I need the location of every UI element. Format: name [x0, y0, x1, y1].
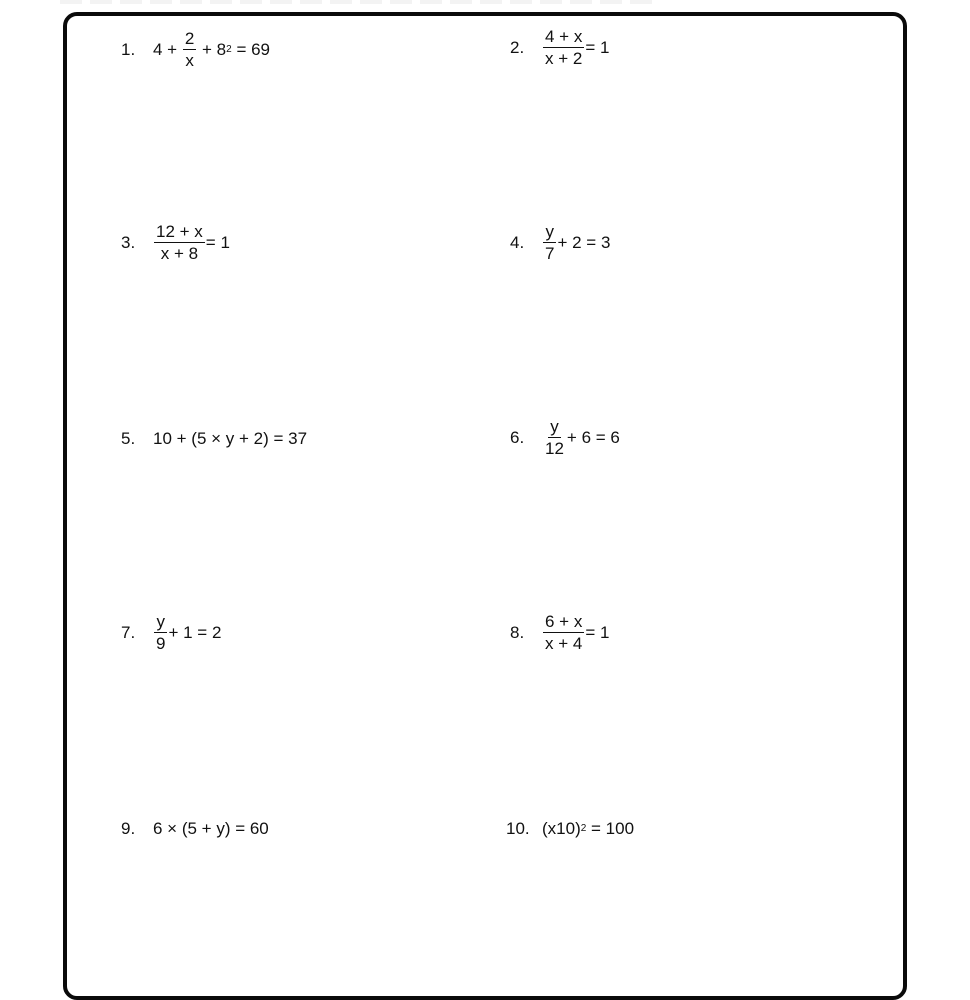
equation: 4 + $\frac{2}{x}$ + 8 2 = 69: [153, 29, 271, 70]
equation: [542, 418, 620, 457]
problem-number: 7.: [121, 623, 136, 642]
problem-8: [510, 613, 609, 652]
problem-1: [121, 30, 270, 69]
equation: [153, 613, 221, 652]
numerator: y: [156, 612, 165, 631]
problem-5: [121, 430, 307, 447]
denominator: 12: [545, 439, 564, 458]
equation-text: 6 × (5 + y) = 60: [153, 819, 269, 838]
problem-3: [121, 223, 230, 262]
equation-text: + 1 = 2: [168, 623, 222, 642]
problem-number: 3.: [121, 233, 136, 252]
equation: [153, 430, 307, 447]
problem-number: 5.: [121, 429, 136, 448]
problem-9: [121, 820, 269, 837]
problem-10: [506, 820, 634, 837]
fraction: [154, 613, 167, 652]
numerator: 2: [184, 29, 195, 48]
equation: [153, 820, 269, 837]
denominator: x + 4: [545, 634, 583, 653]
problem-6: [510, 418, 620, 457]
equation-text: = 69: [231, 40, 271, 59]
denominator: x + 2: [545, 49, 583, 68]
problem-number: 4.: [510, 233, 525, 252]
numerator: 4 + x: [545, 27, 583, 46]
problem-number: 8.: [510, 623, 525, 642]
equation: (x10) 2 = 100: [542, 819, 635, 838]
fraction: [543, 28, 584, 67]
equation: [542, 223, 610, 262]
fraction: [543, 613, 584, 652]
numerator: 6 + x: [545, 612, 583, 631]
cropped-header-text: [60, 0, 660, 4]
fraction: [543, 223, 556, 262]
numerator: y: [545, 222, 554, 241]
denominator: 9: [156, 634, 166, 653]
equation-text: + 8: [197, 40, 227, 59]
fraction: [183, 30, 196, 69]
problem-number: 2.: [510, 38, 525, 57]
numerator: y: [550, 417, 559, 436]
equation-text: = 1: [585, 38, 610, 57]
equation-text: = 100: [586, 819, 635, 838]
denominator: x: [185, 51, 194, 70]
equation: [542, 28, 609, 67]
problem-number: 6.: [510, 428, 525, 447]
problem-2: [510, 28, 609, 67]
fraction: [154, 223, 205, 262]
denominator: x + 8: [160, 244, 199, 263]
numerator: 12 + x: [156, 222, 203, 241]
problem-4: [510, 223, 610, 262]
denominator: 7: [545, 244, 555, 263]
equation-text: 4 +: [153, 40, 182, 59]
worksheet-border: [63, 12, 907, 1000]
problem-number: 10.: [506, 819, 530, 838]
problem-number: 1.: [121, 40, 136, 59]
equation-text: = 1: [585, 623, 610, 642]
problem-number: 9.: [121, 819, 136, 838]
equation-text: + 2 = 3: [557, 233, 611, 252]
equation-text: (x10): [542, 819, 581, 838]
equation-text: 10 + (5 × y + 2) = 37: [153, 429, 308, 448]
equation-text: + 6 = 6: [566, 428, 620, 447]
equation: [542, 613, 609, 652]
equation-text: = 1: [205, 233, 230, 252]
fraction: [543, 418, 566, 457]
equation: [153, 223, 230, 262]
problem-7: [121, 613, 221, 652]
